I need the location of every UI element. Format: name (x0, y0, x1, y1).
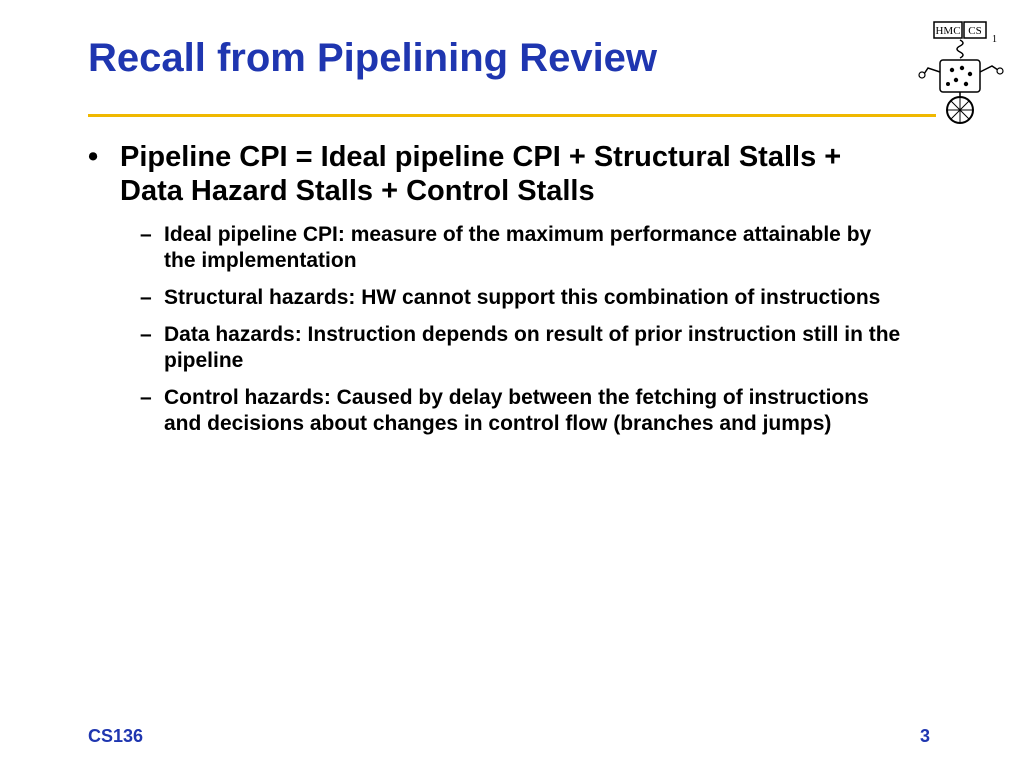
title-underline (88, 114, 936, 117)
logo-text-hmc: HMC (935, 25, 961, 37)
slide-title: Recall from Pipelining Review (88, 36, 658, 80)
footer-course: CS136 (88, 726, 144, 746)
sub-bullet-text: Structural hazards: HW cannot support this combination of instructions (164, 286, 881, 309)
dash-mark: – (140, 286, 152, 309)
logo-text-cs: CS (968, 25, 982, 37)
sub-bullet-text: Control hazards: Caused by delay between the fetching of instructions and decisions about changes in control flow (branches and jumps) (164, 386, 869, 435)
sub-bullet-item (140, 285, 908, 311)
logo-text-subscript: 1 (992, 34, 997, 45)
page-number: 3 (919, 726, 930, 746)
main-bullet (88, 140, 908, 208)
sub-bullet-list (88, 222, 908, 437)
sub-bullet-item (140, 222, 908, 274)
sub-bullet-item (140, 322, 908, 374)
sub-bullet-item (140, 385, 908, 437)
hmc-cs-logo (912, 14, 1012, 126)
sub-bullet-text: Data hazards: Instruction depends on result of prior instruction still in the pipeline (164, 323, 901, 372)
sub-bullet-text: Ideal pipeline CPI: measure of the maximum performance attainable by the implementation (164, 223, 872, 272)
bullet-mark: • (88, 141, 99, 173)
dash-mark: – (140, 323, 152, 346)
main-bullet-text: Pipeline CPI = Ideal pipeline CPI + Structural Stalls + Data Hazard Stalls + Control Stalls (120, 141, 842, 207)
slide-content (88, 140, 908, 448)
dash-mark: – (140, 223, 152, 246)
dash-mark: – (140, 386, 152, 409)
